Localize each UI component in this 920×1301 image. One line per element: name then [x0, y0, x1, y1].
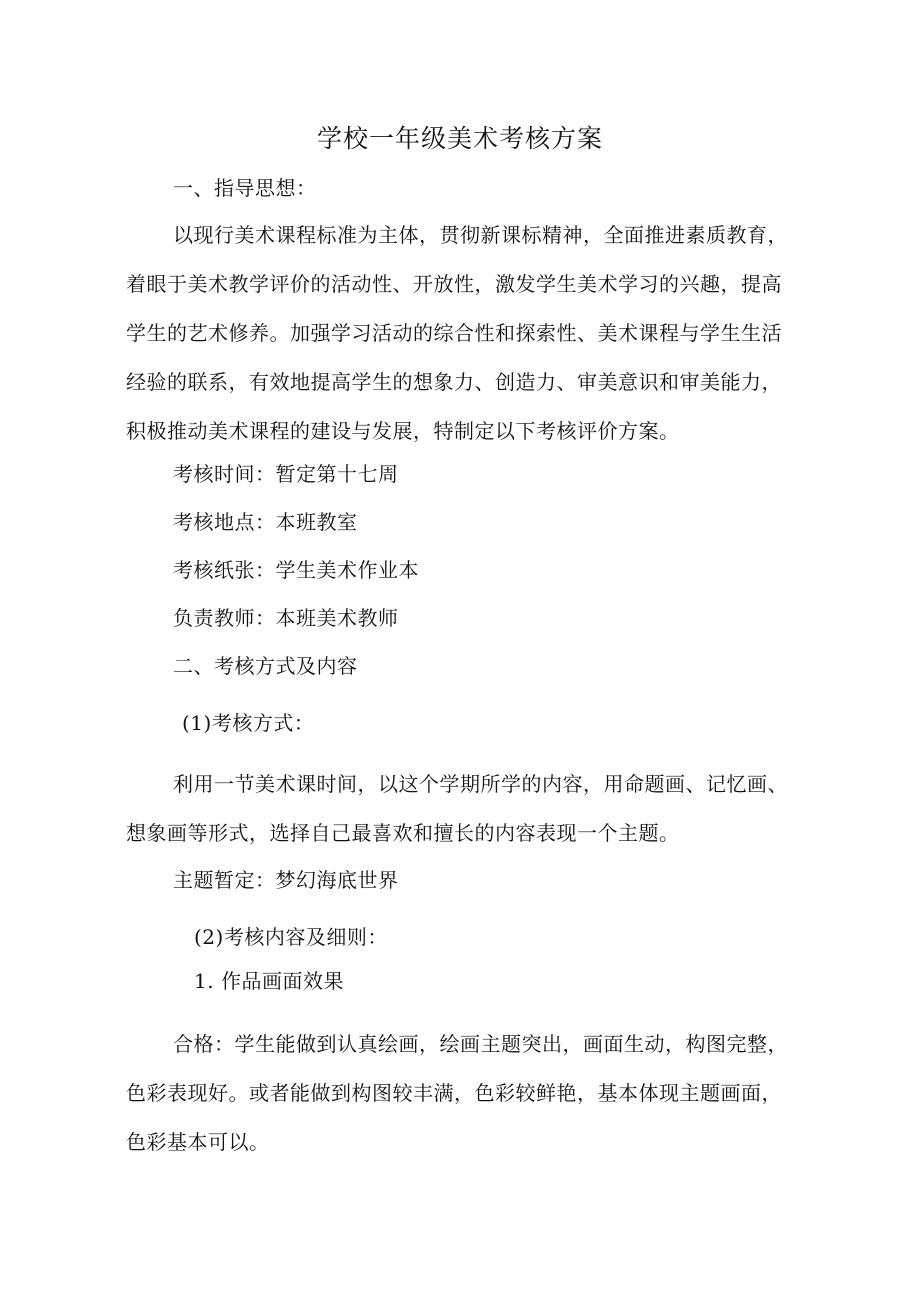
- paragraph-line: 色彩基本可以。: [126, 1130, 270, 1154]
- exam-paper: 考核纸张：学生美术作业本: [173, 558, 419, 582]
- section-heading-guiding-thought: 一、指导思想：: [173, 176, 317, 200]
- paragraph-line: 学生的艺术修养。加强学习活动的综合性和探索性、美术课程与学生生活: [126, 321, 782, 345]
- paragraph-line: 以现行美术课程标准为主体，贯彻新课标精神，全面推进素质教育，: [173, 223, 788, 247]
- method-paragraph: [126, 770, 793, 868]
- paragraph-line: 利用一节美术课时间，以这个学期所学的内容，用命题画、记忆画、: [173, 772, 788, 796]
- exam-time: 考核时间：暂定第十七周: [173, 462, 399, 486]
- paragraph-line: 色彩表现好。或者能做到构图较丰满，色彩较鲜艳，基本体现主题画面，: [126, 1081, 782, 1105]
- paragraph-line: 合格：学生能做到认真绘画，绘画主题突出，画面生动，构图完整，: [173, 1032, 788, 1056]
- theme-line: 主题暂定：梦幻海底世界: [173, 868, 399, 892]
- paragraph-line: 积极推动美术课程的建设与发展，特制定以下考核评价方案。: [126, 419, 680, 443]
- guiding-thought-paragraph: [126, 221, 793, 466]
- responsible-teacher: 负责教师：本班美术教师: [173, 606, 399, 630]
- method-heading: (1)考核方式：: [182, 711, 315, 735]
- paragraph-line: 经验的联系，有效地提高学生的想象力、创造力、审美意识和审美能力，: [126, 370, 782, 394]
- content-heading: (2)考核内容及细则：: [194, 925, 388, 949]
- exam-place: 考核地点：本班教室: [173, 510, 358, 534]
- section-heading-method-content: 二、考核方式及内容: [173, 654, 358, 678]
- item-1-heading: 1. 作品画面效果: [194, 969, 344, 993]
- paragraph-line: 着眼于美术教学评价的活动性、开放性，激发学生美术学习的兴趣，提高: [126, 272, 782, 296]
- pass-criteria-paragraph: [126, 1030, 793, 1177]
- paragraph-line: 想象画等形式，选择自己最喜欢和擅长的内容表现一个主题。: [126, 821, 680, 845]
- document-title: 学校一年级美术考核方案: [316, 124, 603, 153]
